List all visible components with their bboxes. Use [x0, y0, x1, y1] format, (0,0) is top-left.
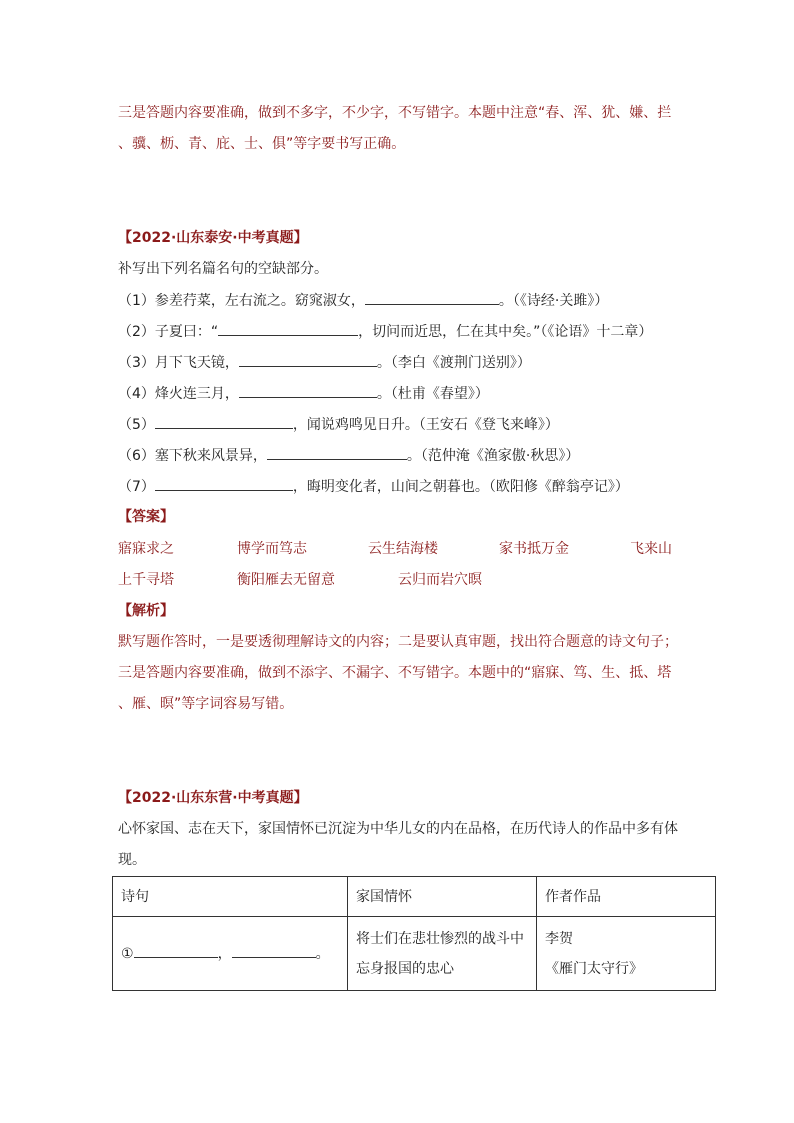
feeling-line: 将士们在悲壮惨烈的战斗中	[356, 930, 524, 947]
answer-item: 飞来山	[630, 541, 672, 557]
answer-item: 衡阳雁去无留意	[237, 572, 335, 588]
answer-header: 【答案】	[118, 509, 174, 525]
fill-item-6	[118, 445, 579, 466]
fill-item-3	[118, 352, 531, 373]
table-header-cell: 家国情怀	[348, 877, 537, 917]
item-text: 。（《诗经·关雎》）	[498, 293, 609, 309]
question-intro: 心怀家国、志在天下，家国情怀已沉淀为中华儿女的内在品格，在历代诗人的作品中多有体	[118, 821, 678, 837]
analysis-text-line: 默写题作答时，一是要透彻理解诗文的内容；二是要认真审题，找出符合题意的诗文句子；	[118, 634, 678, 650]
answer-item: 上千寻塔	[118, 572, 174, 588]
analysis-text-line: 三是答题内容要准确，做到不添字、不漏字、不写错字。本题中的“寤寐、笃、生、抵、塔	[118, 665, 672, 681]
item-text: 。（范仲淹《渔家傲·秋思》）	[406, 448, 580, 464]
item-text: （3）月下飞天镜，	[118, 355, 239, 371]
answer-item: 云归而岩穴暝	[398, 572, 482, 588]
question-prompt: 补写出下列名篇名句的空缺部分。	[118, 261, 328, 277]
item-text: 。（杜甫《春望》）	[376, 386, 489, 402]
answer-blank[interactable]	[232, 943, 316, 958]
table-header-row	[113, 877, 716, 917]
analysis-text-line: 、骥、枥、青、庇、士、俱”等字要书写正确。	[118, 136, 406, 152]
table-row	[113, 917, 716, 991]
answer-item: 云生结海楼	[368, 541, 438, 557]
analysis-header: 【解析】	[118, 603, 174, 619]
answer-blank[interactable]	[267, 445, 407, 460]
item-text: （2）子夏曰：“	[118, 324, 219, 340]
circled-number: ①	[121, 945, 134, 962]
feeling-cell	[348, 917, 537, 991]
answer-item: 博学而笃志	[237, 541, 307, 557]
answer-blank[interactable]	[239, 352, 377, 367]
fill-item-7	[118, 476, 629, 497]
work-title: 《雁门太守行》	[545, 960, 643, 977]
table-header-cell: 作者作品	[537, 877, 716, 917]
question-intro: 现。	[118, 852, 146, 868]
author-name: 李贺	[545, 930, 573, 947]
answer-blank[interactable]	[239, 383, 377, 398]
answer-blank[interactable]	[155, 476, 293, 491]
question-header: 【2022·山东东营·中考真题】	[118, 790, 308, 806]
item-text: （5）	[118, 417, 155, 433]
punctuation: ，	[217, 945, 232, 962]
answer-item: 家书抵万金	[499, 541, 569, 557]
feeling-line: 忘身报国的忠心	[356, 960, 454, 977]
poem-cell	[113, 917, 348, 991]
fill-item-5	[118, 414, 559, 435]
item-text: （1）参差荇菜，左右流之。窈窕淑女，	[118, 293, 365, 309]
analysis-text-line: 三是答题内容要准确，做到不多字，不少字，不写错字。本题中注意“春、浑、犹、嫌、拦	[118, 105, 672, 121]
answer-blank[interactable]	[155, 414, 293, 429]
item-text: ，切问而近思，仁在其中矣。”（《论语》十二章）	[358, 324, 653, 340]
item-text: ，晦明变化者，山间之朝暮也。（欧阳修《醉翁亭记》）	[292, 479, 629, 495]
item-text: （6）塞下秋来风景异，	[118, 448, 267, 464]
item-text: 。（李白《渡荆门送别》）	[376, 355, 531, 371]
answer-blank[interactable]	[218, 321, 358, 336]
analysis-text-line: 、雁、暝”等字词容易写错。	[118, 696, 294, 712]
answer-blank[interactable]	[365, 290, 499, 305]
poetry-table	[112, 876, 716, 991]
answer-blank[interactable]	[134, 943, 218, 958]
item-text: ，闻说鸡鸣见日升。（王安石《登飞来峰》）	[292, 417, 559, 433]
author-cell	[537, 917, 716, 991]
fill-item-4	[118, 383, 489, 404]
item-text: （7）	[118, 479, 155, 495]
punctuation: 。	[315, 945, 330, 962]
fill-item-1	[118, 290, 608, 311]
answer-item: 寤寐求之	[118, 541, 174, 557]
question-header: 【2022·山东泰安·中考真题】	[118, 230, 308, 246]
item-text: （4）烽火连三月，	[118, 386, 239, 402]
fill-item-2	[118, 321, 652, 342]
table-header-cell: 诗句	[113, 877, 348, 917]
